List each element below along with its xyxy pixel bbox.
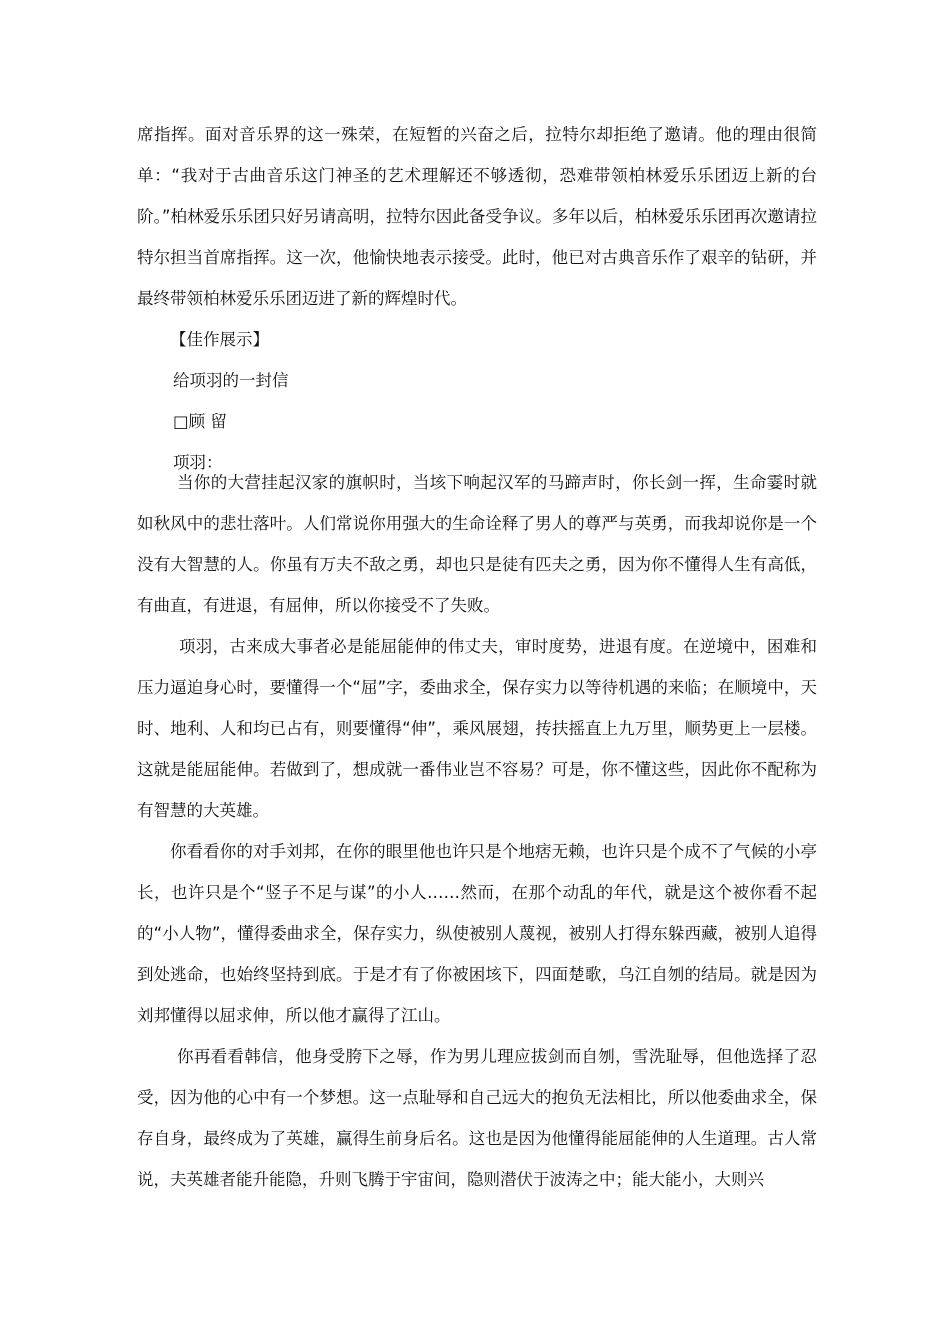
paragraph-7: 项羽，古来成大事者必是能屈能伸的伟丈夫，审时度势，进退有度。在逆境中，困难和压力逼迫身心时，要懂得一个“屈”字，委曲求全，保存实力以等待机遇的来临；在顺境中，天时、地利、人和均已占有，则要懂得“伸”，乘风展翅，抟扶摇直上九万里，顺势更上一层楼。这就是能屈能伸。若做到了，想成就一番伟业岂不容易？可是，你不懂这些，因此你不配称为有智慧的大英雄。	[137, 637, 817, 820]
paragraph-continuation	[137, 114, 817, 319]
paragraph-9: 你再看看韩信，他身受胯下之辱，作为男儿理应拔剑而自刎，雪洗耻辱，但他选择了忍受，因为他的心中有一个梦想。这一点耻辱和自己远大的抱负无法相比，所以他委曲求全，保存自身，最终成为了英雄，赢得生前身后名。这也是因为他懂得能屈能伸的人生道理。古人常说，夫英雄者能升能隐，升则飞腾于宇宙间，隐则潜伏于波涛之中；能大能小，大则兴	[137, 1047, 817, 1189]
essay-title: 给项羽的一封信	[173, 371, 289, 390]
section-heading-block	[137, 319, 817, 483]
paragraph-1: 席指挥。面对音乐界的这一殊荣，在短暂的兴奋之后，拉特尔却拒绝了邀请。他的理由很简单：“我对于古曲音乐这门神圣的艺术理解还不够透彻，恐难带领柏林爱乐乐团迈上新的台阶。”柏林爱乐乐团只好另请高明，拉特尔因此备受争议。多年以后，柏林爱乐乐团再次邀请拉特尔担当首席指挥。这一次，他愉快地表示接受。此时，他已对古典音乐作了艰辛的钻研，并最终带领柏林爱乐乐团迈进了新的辉煌时代。	[137, 125, 817, 308]
essay-author: □顾 留	[173, 412, 227, 431]
letter-body	[137, 462, 817, 1200]
section-heading: 【佳作展示】	[170, 330, 269, 349]
paragraph-8: 你看看你的对手刘邦，在你的眼里他也许只是个地痞无赖，也许只是个成不了气候的小亭长，也许只是个“竖子不足与谋”的小人……然而，在那个动乱的年代，就是这个被你看不起的“小人物”，懂得委曲求全，保存实力，纵使被别人蔑视，被别人打得东躲西藏，被别人追得到处逃命，也始终坚持到底。于是才有了你被困垓下，四面楚歌，乌江自刎的结局。就是因为刘邦懂得以屈求伸，所以他才赢得了江山。	[137, 842, 817, 1025]
paragraph-6: 当你的大营挂起汉家的旗帜时，当垓下响起汉军的马蹄声时，你长剑一挥，生命霎时就如秋风中的悲壮落叶。人们常说你用强大的生命诠释了男人的尊严与英勇，而我却说你是一个没有大智慧的人。你虽有万夫不敌之勇，却也只是徒有匹夫之勇，因为你不懂得人生有高低，有曲直，有进退，有屈伸，所以你接受不了失败。	[137, 473, 817, 615]
letter-salutation: 项羽：	[173, 453, 223, 472]
